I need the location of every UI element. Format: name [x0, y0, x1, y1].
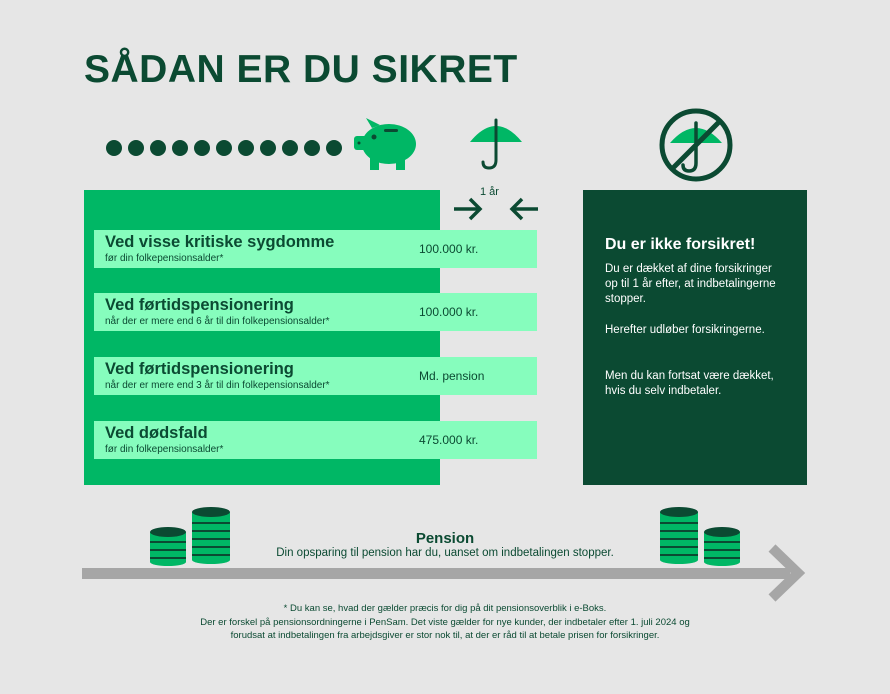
dot-icon	[172, 140, 188, 156]
piggy-bank-icon	[352, 112, 422, 172]
pension-title: Pension	[415, 530, 475, 547]
coverage-row-critical-illness	[94, 230, 537, 268]
dot-icon	[282, 140, 298, 156]
page-title: SÅDAN ER DU SIKRET	[84, 48, 518, 91]
dot-icon	[216, 140, 232, 156]
coverage-row-death	[94, 421, 537, 459]
coverage-label: Ved visse kritiske sygdomme	[105, 233, 335, 251]
one-year-arrows	[452, 195, 542, 223]
not-insured-text-1: Du er dækket af dine forsikringer op til 1 år efter, at indbetalingerne stopper.	[605, 263, 776, 305]
coverage-label: Ved førtidspensionering	[105, 296, 294, 314]
coverage-label: Ved førtidspensionering	[105, 360, 294, 378]
not-insured-heading: Du er ikke forsikret!	[605, 236, 756, 253]
coverage-condition: før din folkepensionsalder*	[105, 253, 224, 264]
dot-icon	[106, 140, 122, 156]
coverage-amount: 100.000 kr.	[419, 305, 479, 319]
footnote-3: forudsat at indbetalingen fra arbejdsgiver er stor nok til, at der er råd til at betale prisen for forsikringer.	[230, 630, 660, 641]
not-insured-text-3: Men du kan fortsat være dækket, hvis du selv indbetaler.	[605, 370, 774, 397]
dot-icon	[326, 140, 342, 156]
dot-icon	[238, 140, 254, 156]
not-insured-panel	[583, 190, 807, 485]
one-year-label: 1 år	[480, 186, 499, 198]
coverage-amount: Md. pension	[419, 369, 485, 383]
coverage-label: Ved dødsfald	[105, 424, 208, 442]
no-umbrella-icon	[656, 105, 736, 185]
footnote-1: * Du kan se, hvad der gælder præcis for dig på dit pensionsoverblik i e-Boks.	[283, 603, 607, 614]
footnote-2: Der er forskel på pensionsordningerne i PenSam. Det viste gælder for nye kunder, der indbetaler efter 1. juli 2024 og	[200, 617, 690, 628]
coverage-condition: når der er mere end 6 år til din folkepensionsalder*	[105, 316, 330, 327]
dot-icon	[150, 140, 166, 156]
timeline-arrow-icon	[82, 540, 812, 604]
savings-dots	[106, 140, 342, 156]
dot-icon	[260, 140, 276, 156]
dot-icon	[128, 140, 144, 156]
coverage-amount: 100.000 kr.	[419, 242, 479, 256]
umbrella-icon	[468, 118, 524, 172]
coverage-amount: 475.000 kr.	[419, 433, 479, 447]
pension-subtitle: Din opsparing til pension har du, uanset om indbetalingen stopper.	[276, 547, 614, 559]
dot-icon	[304, 140, 320, 156]
coverage-row-early-retirement-3y	[94, 357, 537, 395]
arrow-icon	[454, 199, 480, 219]
not-insured-text-2: Herefter udløber forsikringerne.	[605, 324, 765, 336]
dot-icon	[194, 140, 210, 156]
arrow-icon	[512, 199, 538, 219]
coverage-condition: før din folkepensionsalder*	[105, 444, 224, 455]
coverage-row-early-retirement-6y	[94, 293, 537, 331]
coverage-condition: når der er mere end 3 år til din folkepensionsalder*	[105, 380, 330, 391]
